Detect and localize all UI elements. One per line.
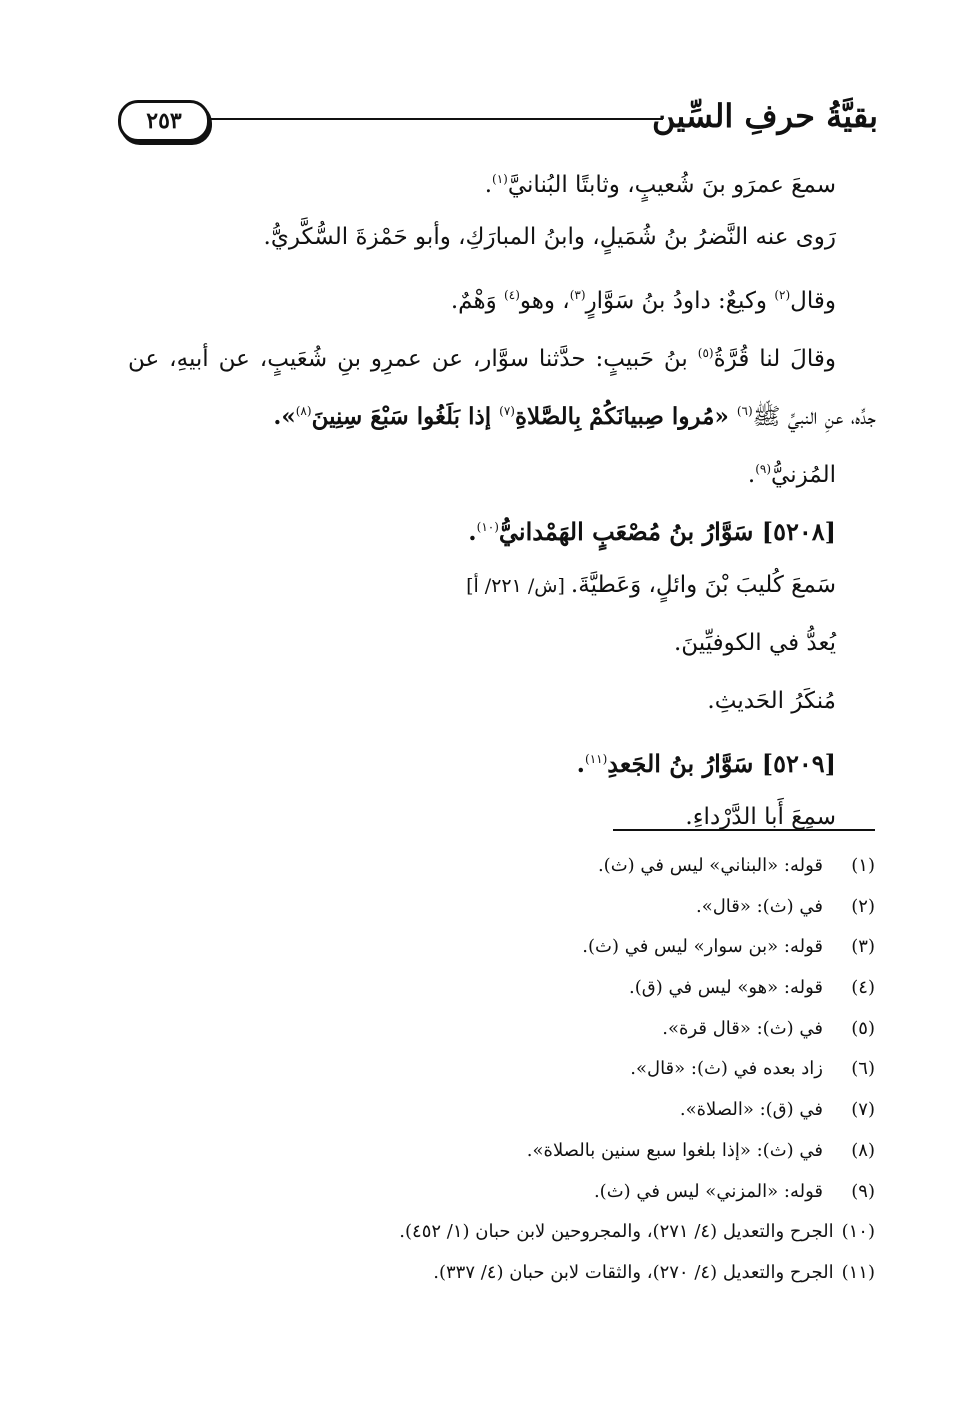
footnote-ref-10: (١٠) (476, 520, 499, 534)
running-title: بقيَّةُ حرفِ السِّين (652, 97, 878, 135)
footnote-6: (٦)زاد بعده في (ث): «قال». (630, 1058, 875, 1080)
footnote-ref-3: (٣) (569, 288, 586, 302)
footnote-ref-2: (٢) (774, 288, 791, 302)
footnote-ref-7: (٧) (499, 404, 515, 418)
text-line-2: رَوى عنه النَّضرُ بنُ شُمَيلٍ، وابنُ المبارَكِ، وأبو حَمْزةَ السُّكَّريُّ. (263, 224, 836, 250)
footnote-ref-9: (٩) (755, 462, 772, 476)
page-header (118, 88, 878, 148)
text-line-9: يُعدُّ في الكوفيِّينَ. (673, 630, 836, 656)
footnote-11: (١١)الجرح والتعديل (٤/ ٢٧٠)، والثقات لابن حبان (٤/ ٣٣٧). (433, 1261, 875, 1283)
footnote-separator (613, 829, 875, 831)
text-line-4: وقالَ لنا قُرَّةُ$^{(٥)}$ بنُ حَبيبٍ: حدَّثنا سوَّار، عن عمرِو بنِ شُعَيبٍ، عن أبيهِ، عن (128, 346, 836, 372)
footnote-5: (٥)في (ث): «قال قرة». (662, 1017, 875, 1039)
entry-number: [٥٢٠٩] (761, 749, 836, 778)
footnote-10: (١٠)الجرح والتعديل (٤/ ٢٧١)، والمجروحين لابن حبان (١/ ٤٥٢). (399, 1221, 875, 1243)
main-text (128, 150, 876, 846)
text-line-6: المُزنيُّ$^{(٩)}$. (747, 462, 836, 488)
header-rule (210, 118, 663, 120)
footnote-ref-1: (١) (492, 172, 508, 186)
text-line-1: سمعَ عمرَو بنَ شُعيبٍ، وثابتًا البُنانيَّ$^{(١)}$. (484, 172, 836, 198)
footnote-9: (٩)قوله: «المزني» ليس في (ث). (593, 1180, 875, 1202)
footnote-ref-8: (٨) (295, 404, 312, 418)
text-line-3: وقال$^{(٢)}$ وكيعٌ: داودُ بنُ سَوَّارٍ$^{(٣)}$، وهو$^{(٤)}$ وَهْمٌ. (450, 288, 836, 314)
footnote-2: (٢)في (ث): «قال». (695, 895, 875, 917)
entry-name: سَوَّارُ بنُ مُصْعَبٍ الهَمْدانيُّ (498, 517, 762, 546)
entry-heading-5209: [٥٢٠٩] سَوَّارُ بنُ الجَعدِ$^{(١١)}$. (576, 749, 836, 778)
entry-number: [٥٢٠٨] (761, 517, 836, 546)
footnote-ref-11: (١١) (585, 752, 608, 766)
footnotes (115, 846, 875, 1294)
text-line-8: سَمعَ كُليبَ بْنَ وائلٍ، وَعَطيَّةَ. [ش/ ٢٢١/ أ] (466, 572, 836, 598)
hadith-text-1: «مُروا صِبيانَكُمْ بِالصَّلاةِ (514, 403, 737, 430)
text-line-5: جدِّه، عنِ النبيِّ ﷺ$^{(٦)}$ «مُروا صِبيانَكُمْ بِالصَّلاةِ$^{(٧)}$ إذا بَلَغُوا سَبْعَ سِنِينَ$^{(٨)}$». (273, 403, 876, 430)
entry-name: سَوَّارُ بنُ الجَعدِ (607, 749, 762, 778)
footnote-8: (٨)في (ث): «إذا بلغوا سبع سنين بالصلاة». (526, 1139, 875, 1161)
text-line-10: مُنكَرُ الحَديثِ. (707, 688, 836, 714)
manuscript-ref: [ش/ ٢٢١/ أ] (466, 575, 571, 597)
footnote-ref-6: (٦) (736, 404, 753, 418)
text-line-12: سمِعَ أَبا الدَّرْداءِ. (685, 804, 836, 830)
hadith-text-2: إذا بَلَغُوا سَبْعَ سِنِينَ (311, 403, 500, 430)
footnote-7: (٧)في (ق): «الصلاة». (679, 1099, 875, 1121)
footnote-ref-5: (٥) (697, 346, 714, 360)
footnote-3: (٣)قوله: «بن سوار» ليس في (ث). (582, 936, 875, 958)
footnote-ref-4: (٤) (504, 288, 520, 302)
footnote-4: (٤)قوله: «هو» ليس في (ق). (628, 977, 875, 999)
entry-heading-5208: [٥٢٠٨] سَوَّارُ بنُ مُصْعَبٍ الهَمْدانيُّ$^{(١٠)}$. (468, 517, 836, 546)
footnote-1: (١)قوله: «البناني» ليس في (ث). (597, 855, 875, 876)
page-number-badge: ٢٥٣ (118, 100, 210, 142)
